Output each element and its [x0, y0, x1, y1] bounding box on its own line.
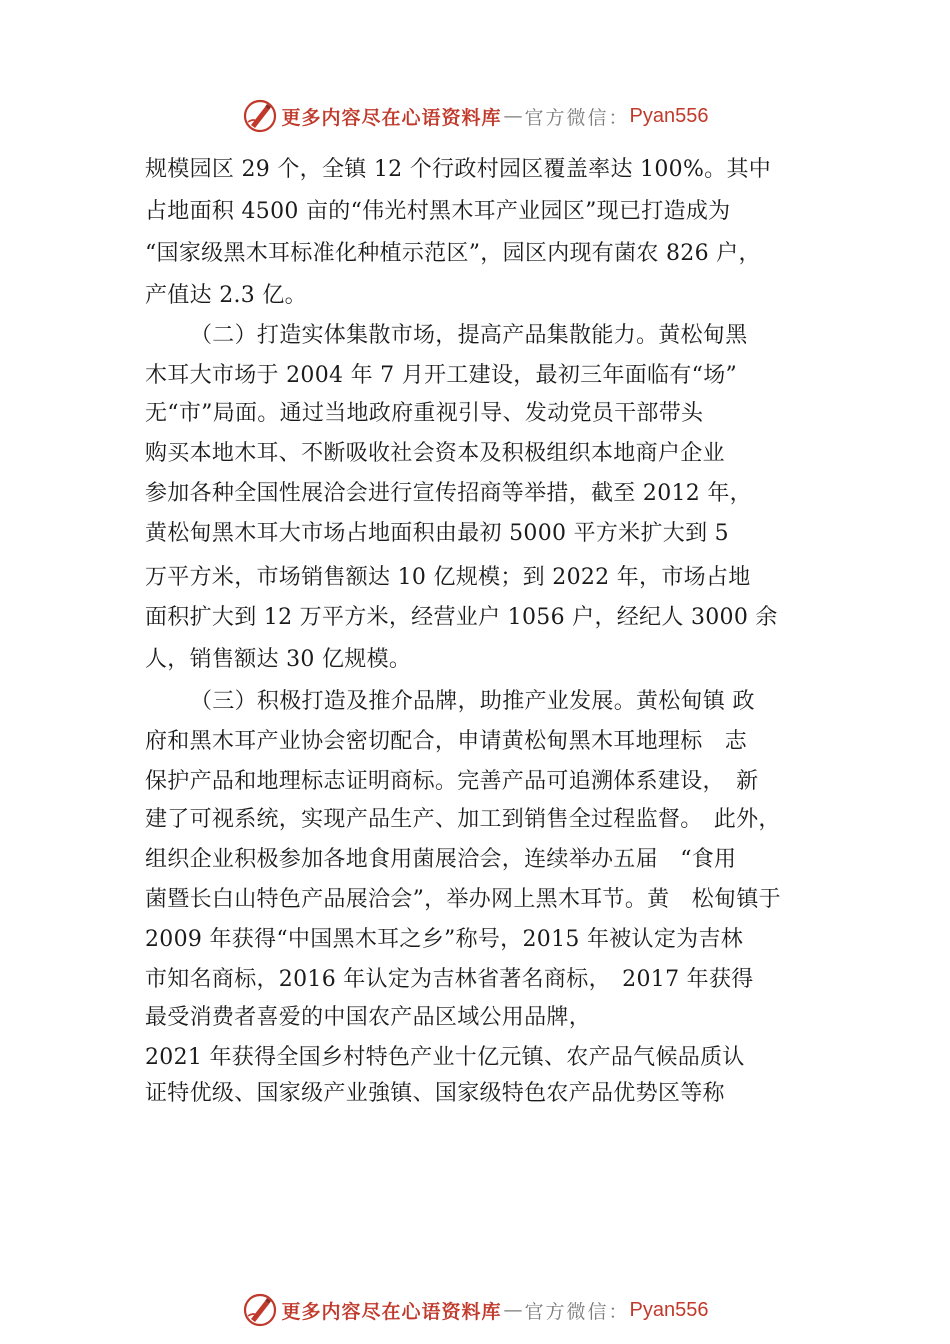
text-line: 组织企业积极参加各地食用菌展洽会，连续举办五届 “食用: [145, 847, 737, 872]
text-line: 木耳大市场于 2004 年 7 月开工建设，最初三年面临有“场”: [145, 363, 738, 388]
pen-logo-icon: [242, 1292, 278, 1328]
text-line: 保护产品和地理标志证明商标。完善产品可追溯体系建设， 新: [145, 769, 759, 794]
text-line: “国家级黑木耳标准化种植示范区”，园区内现有菌农 826 户，: [145, 241, 761, 266]
text-line: 2021 年获得全国乡村特色产业十亿元镇、农产品气候品质认: [145, 1045, 745, 1070]
text-line: 购买本地木耳、不断吸收社会资本及积极组织本地商户企业: [145, 441, 725, 466]
text-line: 规模园区 29 个，全镇 12 个行政村园区覆盖率达 100%。其中: [145, 157, 772, 182]
banner-slogan: 更多内容尽在心语资料库: [281, 106, 502, 129]
header-banner: [0, 96, 950, 136]
banner-separator: —: [503, 1299, 523, 1321]
footer-banner: [0, 1290, 950, 1330]
banner-wechat-label: 官方微信：: [524, 1300, 630, 1323]
text-line: 证特优级、国家级产业強镇、国家级特色农产品优势区等称: [145, 1081, 725, 1106]
text-line: 万平方米，市场销售额达 10 亿规模；到 2022 年，市场占地: [145, 565, 751, 590]
banner-wechat-id: Pyan556: [629, 1298, 709, 1321]
banner-separator: —: [503, 105, 523, 127]
text-line: 最受消费者喜爱的中国农产品区域公用品牌，: [145, 1005, 592, 1030]
text-line: 人，销售额达 30 亿规模。: [145, 647, 412, 672]
banner-slogan: 更多内容尽在心语资料库: [281, 1300, 502, 1323]
text-line: 无“市”局面。通过当地政府重视引导、发动党员干部带头: [145, 401, 704, 426]
text-line: （三）积极打造及推介品牌，助推产业发展。黄松甸镇 政: [190, 689, 755, 714]
text-line: 菌暨长白山特色产品展洽会”，举办网上黑木耳节。黄 松甸镇于: [145, 887, 781, 912]
banner-wechat-id: Pyan556: [629, 104, 709, 127]
text-line: 府和黑木耳产业协会密切配合，申请黄松甸黑木耳地理标 志: [145, 729, 748, 754]
text-line: 参加各种全国性展洽会进行宣传招商等举措，截至 2012 年，: [145, 481, 752, 506]
text-line: 黄松甸黑木耳大市场占地面积由最初 5000 平方米扩大到 5: [145, 521, 729, 546]
text-line: 市知名商标，2016 年认定为吉林省著名商标， 2017 年获得: [145, 967, 754, 992]
text-line: 建了可视系统，实现产品生产、加工到销售全过程监督。 此外，: [145, 807, 781, 832]
text-line: 2009 年获得“中国黑木耳之乡”称号，2015 年被认定为吉林: [145, 927, 744, 952]
text-line: 面积扩大到 12 万平方米，经营业户 1056 户，经纪人 3000 余: [145, 605, 778, 630]
text-line: 产值达 2.3 亿。: [145, 283, 307, 308]
text-line: 占地面积 4500 亩的“伟光村黑木耳产业园区”现已打造成为: [145, 199, 731, 224]
text-line: （二）打造实体集散市场，提高产品集散能力。黄松甸黑: [190, 323, 748, 348]
banner-wechat-label: 官方微信：: [524, 106, 630, 129]
pen-logo-icon: [242, 98, 278, 134]
